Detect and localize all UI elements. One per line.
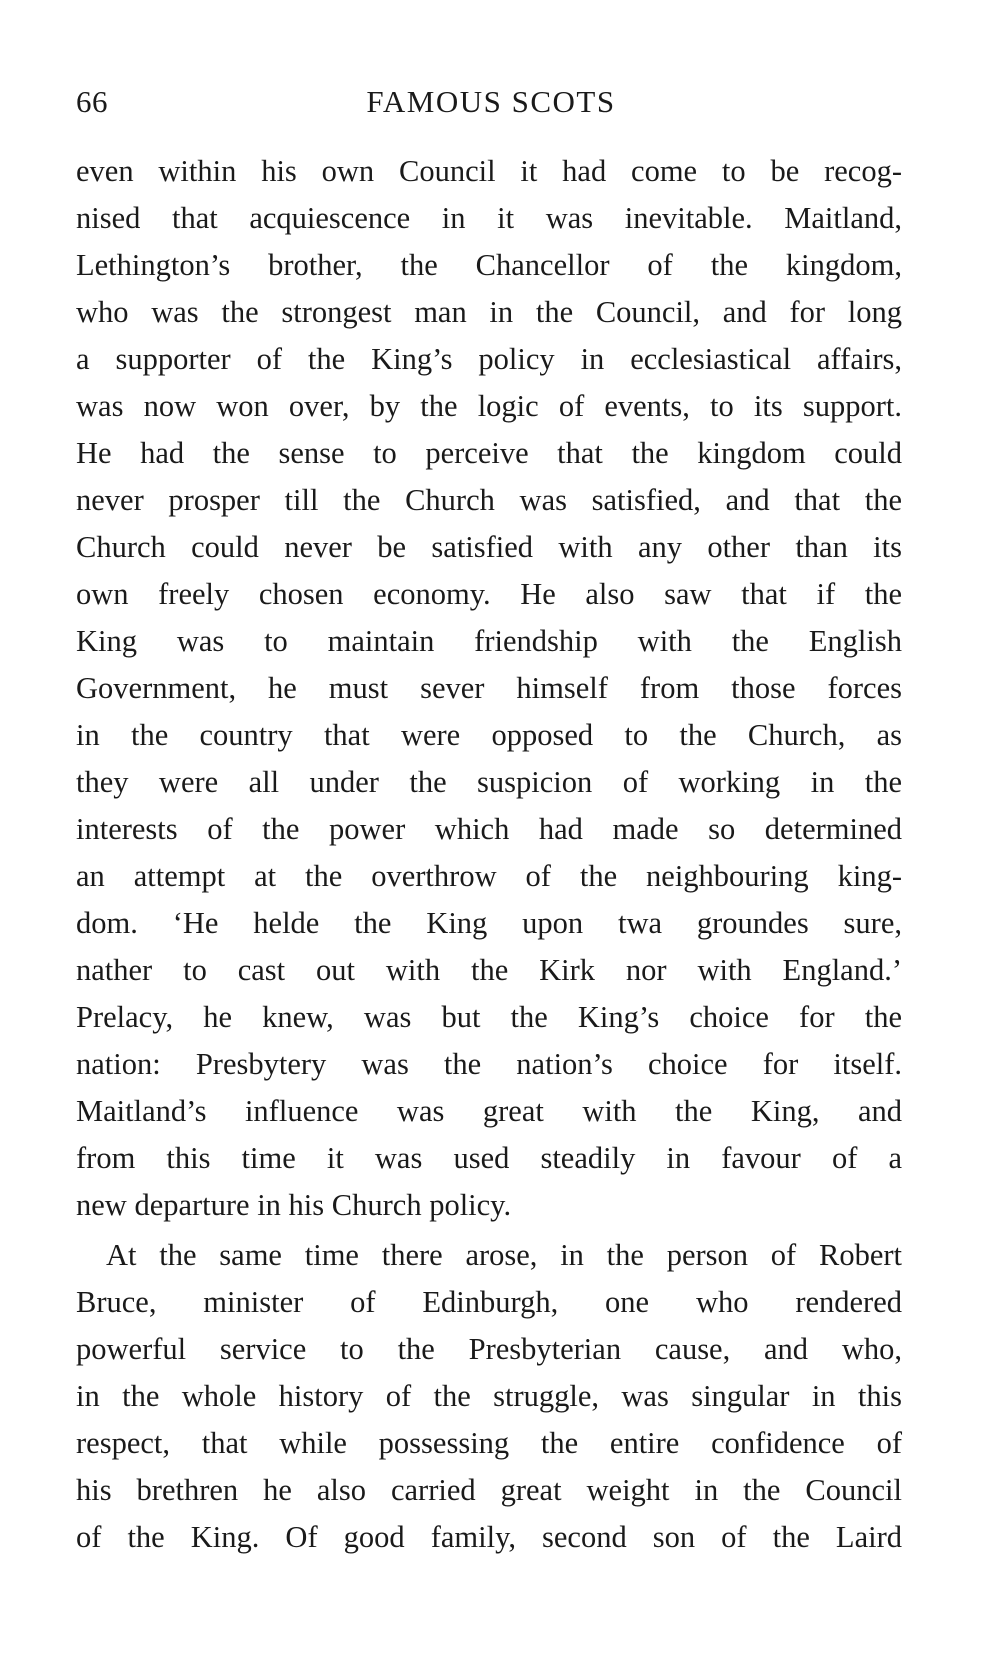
- paragraph-2: [76, 1232, 902, 1561]
- running-title: FAMOUS SCOTS: [366, 84, 616, 119]
- text-line: King was to maintain friendship with the English: [76, 624, 902, 658]
- text-line: nised that acquiescence in it was inevitable. Maitland,: [76, 201, 902, 235]
- text-line: his brethren he also carried great weight in the Council: [76, 1473, 902, 1507]
- text-line: powerful service to the Presbyterian cause, and who,: [76, 1332, 902, 1366]
- text-line: nation: Presbytery was the nation’s choice for itself.: [76, 1047, 902, 1081]
- text-line: never prosper till the Church was satisfied, and that the: [76, 483, 902, 517]
- text-line: new departure in his Church policy.: [76, 1188, 512, 1222]
- text-line: who was the strongest man in the Council, and for long: [76, 295, 902, 329]
- text-line: they were all under the suspicion of working in the: [76, 765, 902, 799]
- text-line: own freely chosen economy. He also saw that if the: [76, 577, 902, 611]
- body-text: [76, 148, 902, 1561]
- page-header: [76, 84, 906, 128]
- text-line: an attempt at the overthrow of the neighbouring king-: [76, 859, 902, 893]
- text-line: respect, that while possessing the entire confidence of: [76, 1426, 902, 1460]
- text-line: Prelacy, he knew, was but the King’s choice for the: [76, 1000, 902, 1034]
- paragraph-1: [76, 148, 902, 1229]
- text-line: in the country that were opposed to the Church, as: [76, 718, 902, 752]
- text-line: in the whole history of the struggle, was singular in this: [76, 1379, 902, 1413]
- text-line: was now won over, by the logic of events, to its support.: [76, 389, 902, 423]
- text-line: Lethington’s brother, the Chancellor of the kingdom,: [76, 248, 902, 282]
- text-line: from this time it was used steadily in favour of a: [76, 1141, 902, 1175]
- text-line: dom. ‘He helde the King upon twa groundes sure,: [76, 906, 902, 940]
- text-line: interests of the power which had made so determined: [76, 812, 902, 846]
- text-line: of the King. Of good family, second son of the Laird: [76, 1520, 902, 1554]
- text-line: He had the sense to perceive that the kingdom could: [76, 436, 902, 470]
- text-line: Maitland’s influence was great with the King, and: [76, 1094, 902, 1128]
- text-line: nather to cast out with the Kirk nor with England.’: [76, 953, 902, 987]
- text-line: even within his own Council it had come to be recog-: [76, 154, 902, 188]
- text-line: Church could never be satisfied with any other than its: [76, 530, 902, 564]
- text-line: Government, he must sever himself from those forces: [76, 671, 902, 705]
- text-line: Bruce, minister of Edinburgh, one who rendered: [76, 1285, 902, 1319]
- text-line: At the same time there arose, in the person of Robert: [106, 1238, 902, 1272]
- text-line: a supporter of the King’s policy in ecclesiastical affairs,: [76, 342, 902, 376]
- page-number: 66: [76, 84, 108, 119]
